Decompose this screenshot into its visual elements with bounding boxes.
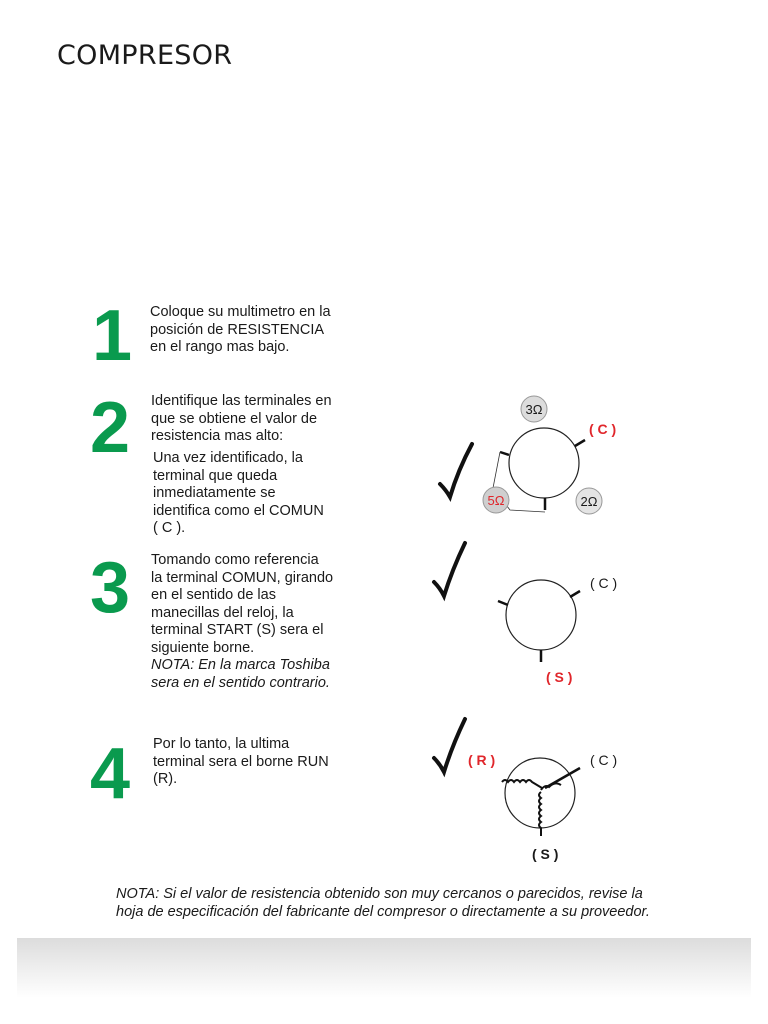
terminal-left-line xyxy=(500,452,509,455)
ohm-top-label: 3Ω xyxy=(525,402,543,417)
step-4-number: 4 xyxy=(90,734,131,814)
step-4-text: Por lo tanto, la ultima terminal sera el borne RUN (R). xyxy=(153,736,329,787)
footnote: NOTA: Si el valor de resistencia obtenido son muy cercanos o parecidos, revise la hoja de especificación del fabricante del compresor o directamente a su proveedor. xyxy=(116,886,650,920)
ohm-right-label: 2Ω xyxy=(580,494,598,509)
terminal-r-label: ( R ) xyxy=(468,752,496,768)
terminal-s-label: ( S ) xyxy=(546,669,573,685)
terminal-c-label: ( C ) xyxy=(590,752,618,768)
terminal-c-label: ( C ) xyxy=(590,575,618,591)
step-2-text: Identifique las terminales en que se obtiene el valor de resistencia mas alto: xyxy=(151,393,332,444)
step-3-note: NOTA: En la marca Toshiba sera en el sentido contrario. xyxy=(151,657,330,691)
step-1-number: 1 xyxy=(92,296,133,376)
step-3-number: 3 xyxy=(90,548,131,628)
checkmark-icon xyxy=(434,719,465,772)
winding-c xyxy=(541,783,561,790)
compressor-circle xyxy=(506,580,576,650)
step-1-text: Coloque su multimetro en la posición de RESISTENCIA en el rango mas bajo. xyxy=(150,304,331,355)
bottom-band xyxy=(17,938,751,998)
terminal-left-line xyxy=(498,601,508,605)
compressor-circle xyxy=(509,428,579,498)
step-2-subtext: Una vez identificado, la terminal que queda inmediatamente se identifica como el COMUN ( C ). xyxy=(153,450,324,536)
step-2-number: 2 xyxy=(90,388,131,468)
terminal-c-label: ( C ) xyxy=(589,421,617,437)
diagram-windings xyxy=(434,719,617,862)
diagram-start xyxy=(434,543,617,685)
winding-r xyxy=(502,780,542,788)
terminal-c-line xyxy=(575,440,585,446)
page-title: COMPRESOR xyxy=(57,40,233,71)
ohm-left-label: 5Ω xyxy=(487,493,505,508)
step-3-text: Tomando como referencia la terminal COMUN, girando en el sentido de las manecillas del reloj, la terminal START (S) sera el siguiente borne. xyxy=(151,552,334,656)
winding-s xyxy=(539,792,541,836)
checkmark-icon xyxy=(434,543,465,596)
checkmark-icon xyxy=(440,444,472,497)
terminal-s-label: ( S ) xyxy=(532,846,559,862)
diagram-resistance xyxy=(440,396,616,514)
terminal-c-line xyxy=(570,591,580,597)
